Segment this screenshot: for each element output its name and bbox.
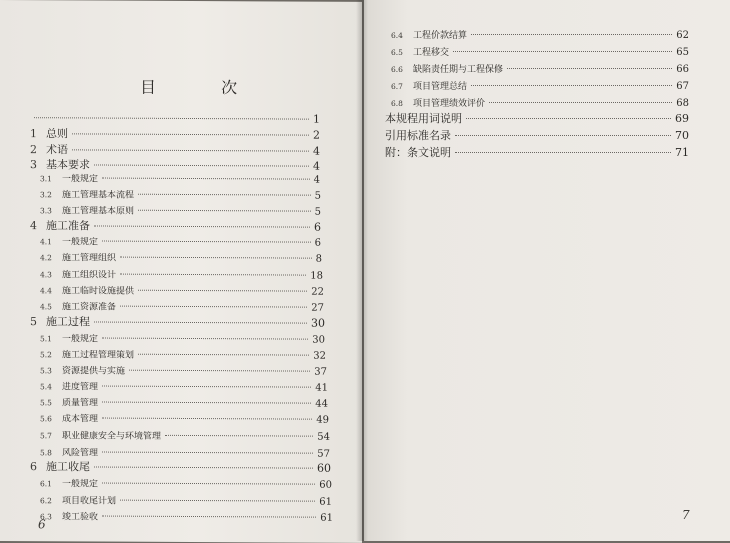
toc-entry-number: 2 [30, 143, 37, 157]
toc-entry-page: 5 [314, 190, 321, 202]
toc-entry-number: 4.3 [40, 270, 52, 280]
toc-entry [40, 509, 333, 524]
toc-entry-title: 施工资源准备 [62, 302, 117, 313]
toc-leader-dots [138, 354, 309, 356]
toc-entry-title: 施工收尾 [46, 460, 90, 474]
toc-leader-dots [102, 386, 311, 388]
toc-entry [40, 234, 321, 248]
toc-entry [40, 493, 332, 508]
toc-entry-page: 60 [319, 479, 332, 491]
toc-entry [40, 250, 322, 264]
toc-entry-number: 6.4 [391, 31, 403, 40]
toc-leader-dots [120, 500, 315, 502]
toc-leader-dots [94, 164, 309, 166]
toc-leader-dots [102, 241, 311, 243]
toc-entry-title: 引用标准名录 [385, 129, 451, 142]
toc-entry-page: 54 [317, 431, 330, 443]
toc-entry-number: 5.1 [40, 334, 52, 344]
toc-entry-page: 4 [313, 144, 320, 158]
page-number-right: 7 [682, 508, 690, 522]
toc-entry-title: 一般规定 [62, 334, 99, 345]
toc-title: 目 次 [140, 77, 268, 98]
toc-entry-title: 基本要求 [46, 158, 90, 172]
toc-entry-number: 1 [30, 127, 37, 141]
toc-entry-number: 4.5 [40, 302, 52, 312]
toc-entry-title: 施工管理基本原则 [62, 206, 135, 217]
toc-entry-title: 成本管理 [62, 414, 99, 425]
toc-leader-dots [455, 152, 671, 153]
toc-entry-page: 1 [313, 112, 320, 126]
toc-entry-title: 工程价款结算 [413, 31, 468, 41]
page-number-left: 6 [38, 517, 46, 532]
toc-entry-number: 5.8 [40, 448, 52, 458]
toc-entry-number: 5.2 [40, 350, 52, 360]
toc-entry [40, 171, 320, 185]
toc-entry-title: 施工临时设施提供 [62, 286, 135, 297]
toc-entry [40, 299, 324, 313]
toc-leader-dots [138, 194, 311, 196]
toc-entry-number: 5.5 [40, 398, 52, 408]
toc-entry [40, 411, 329, 426]
toc-leader-dots [94, 466, 313, 468]
toc-entry-page: 30 [311, 316, 325, 330]
toc-entry-number: 6.1 [40, 479, 52, 489]
toc-entry-title: 施工过程 [46, 315, 90, 329]
toc-entry-number: 6.3 [40, 512, 52, 522]
toc-entry [385, 110, 689, 126]
toc-entry-title: 施工过程管理策划 [62, 350, 135, 361]
toc-entry-title: 施工管理基本流程 [62, 190, 135, 201]
toc-leader-dots [102, 418, 312, 420]
toc-leader-dots [466, 118, 671, 119]
toc-entry [40, 331, 325, 345]
toc-entry-number: 4.4 [40, 286, 52, 296]
toc-entry [385, 127, 689, 143]
toc-leader-dots [165, 435, 313, 437]
toc-entry-page: 61 [319, 496, 332, 508]
toc-entry-title: 竣工验收 [62, 512, 99, 523]
toc-entry-number: 5.3 [40, 366, 52, 376]
toc-entry-number: 6 [30, 460, 37, 474]
toc-leader-dots [120, 257, 312, 259]
toc-leader-dots [120, 274, 306, 276]
toc-entry-page: 41 [315, 382, 328, 394]
toc-entry-page: 70 [675, 129, 689, 142]
toc-entry [30, 111, 320, 126]
toc-entry-number: 5.6 [40, 414, 52, 424]
toc-entry [391, 45, 689, 58]
toc-entry-page: 4 [313, 159, 320, 173]
toc-leader-dots [507, 68, 672, 69]
left-page [0, 0, 362, 543]
toc-entry [40, 476, 332, 491]
toc-entry-title: 施工组织设计 [62, 270, 117, 281]
toc-leader-dots [471, 34, 672, 35]
book-gutter [356, 0, 368, 541]
toc-leader-dots [102, 402, 311, 404]
toc-leader-dots [102, 452, 313, 454]
toc-entry [30, 125, 320, 143]
toc-entry-number: 3.2 [40, 190, 52, 200]
toc-entry [40, 187, 321, 201]
toc-entry [40, 379, 328, 394]
toc-entry [40, 267, 323, 281]
toc-entry-page: 6 [314, 237, 321, 249]
toc-entry-page: 22 [311, 286, 324, 298]
toc-entry-title: 施工管理组织 [62, 253, 117, 264]
toc-entry-page: 65 [676, 47, 689, 58]
toc-entry [40, 283, 324, 297]
toc-leader-dots [102, 516, 316, 518]
toc-entry-page: 71 [675, 146, 689, 159]
toc-entry-number: 3.3 [40, 206, 52, 216]
toc-leader-dots [102, 178, 310, 180]
toc-entry-number: 4.2 [40, 253, 52, 263]
toc-entry-number: 5.7 [40, 431, 52, 441]
toc-entry [385, 144, 689, 160]
toc-leader-dots [34, 117, 309, 119]
toc-entry-title: 进度管理 [62, 382, 99, 393]
toc-entry-page: 5 [314, 206, 321, 218]
toc-entry-title: 施工准备 [46, 219, 90, 233]
toc-entry-page: 61 [320, 512, 333, 524]
toc-entry-page: 67 [676, 81, 689, 92]
toc-entry [30, 313, 325, 331]
toc-entry [391, 96, 689, 109]
right-page [364, 0, 730, 541]
toc-leader-dots [489, 102, 672, 103]
toc-entry-number: 6.5 [391, 48, 403, 57]
toc-entry-page: 44 [315, 398, 328, 410]
toc-entry-page: 27 [311, 302, 324, 314]
toc-leader-dots [455, 135, 671, 136]
toc-entry-title: 项目管理绩效评价 [413, 99, 486, 109]
toc-entry-page: 30 [312, 334, 325, 346]
toc-entry-title: 项目收尾计划 [62, 496, 117, 507]
toc-entry-title: 职业健康安全与环境管理 [62, 431, 162, 442]
toc-entry [30, 458, 331, 476]
toc-leader-dots [138, 290, 307, 292]
toc-entry-title: 术语 [46, 143, 68, 157]
toc-entry-page: 60 [317, 461, 331, 475]
toc-entry-title: 一般规定 [62, 174, 99, 185]
toc-entry [391, 62, 689, 75]
toc-entry-page: 4 [313, 174, 320, 186]
toc-entry-title: 质量管理 [62, 398, 99, 409]
toc-entry-number: 3.1 [40, 174, 52, 184]
toc-entry-number: 5.4 [40, 382, 52, 392]
toc-leader-dots [94, 225, 310, 227]
toc-entry-title: 本规程用词说明 [385, 112, 462, 125]
toc-entry-title: 资源提供与实施 [62, 366, 126, 377]
toc-entry-title: 缺陷责任期与工程保修 [413, 65, 504, 75]
toc-entry-page: 62 [676, 30, 689, 41]
toc-entry-title: 风险管理 [62, 448, 99, 459]
toc-entry-page: 6 [314, 220, 321, 234]
toc-entry-title: 总则 [46, 127, 68, 141]
toc-entry-number: 5 [30, 315, 37, 329]
toc-entry-page: 57 [317, 448, 330, 460]
toc-entry [40, 347, 326, 361]
toc-entry [391, 28, 689, 41]
toc-entry [40, 428, 330, 443]
toc-entry-number: 6.6 [391, 65, 403, 74]
toc-entry-number: 6.8 [391, 99, 403, 108]
toc-entry [40, 203, 321, 217]
toc-entry-number: 6.7 [391, 82, 403, 91]
toc-entry-number: 3 [30, 158, 37, 172]
toc-entry-number: 4.1 [40, 237, 52, 247]
toc-leader-dots [120, 306, 307, 308]
toc-entry [40, 363, 327, 378]
toc-entry [30, 217, 321, 235]
toc-leader-dots [129, 370, 310, 372]
toc-entry-page: 49 [316, 414, 329, 426]
toc-entry-page: 18 [310, 270, 323, 282]
toc-entry-page: 2 [313, 128, 320, 142]
toc-leader-dots [102, 338, 308, 340]
toc-entry-page: 66 [676, 64, 689, 75]
toc-entry-title: 一般规定 [62, 237, 99, 248]
toc-leader-dots [72, 133, 309, 135]
toc-entry-title: 一般规定 [62, 479, 99, 490]
toc-leader-dots [72, 149, 309, 151]
toc-entry-number: 4 [30, 219, 37, 233]
toc-entry-page: 32 [313, 350, 326, 362]
toc-leader-dots [138, 210, 311, 212]
toc-leader-dots [102, 483, 315, 485]
toc-entry-title: 工程移交 [413, 48, 450, 58]
toc-leader-dots [453, 51, 672, 52]
toc-entry-title: 附：条文说明 [385, 146, 451, 159]
toc-entry [391, 79, 689, 92]
toc-leader-dots [471, 85, 672, 86]
toc-entry-number: 6.2 [40, 496, 52, 506]
toc-entry [40, 395, 328, 410]
toc-entry-title: 项目管理总结 [413, 82, 468, 92]
toc-entry-page: 37 [314, 366, 327, 378]
toc-entry-page: 69 [675, 112, 689, 125]
toc-entry-page: 8 [315, 253, 322, 265]
toc-entry-page: 68 [676, 98, 689, 109]
toc-leader-dots [94, 321, 307, 323]
